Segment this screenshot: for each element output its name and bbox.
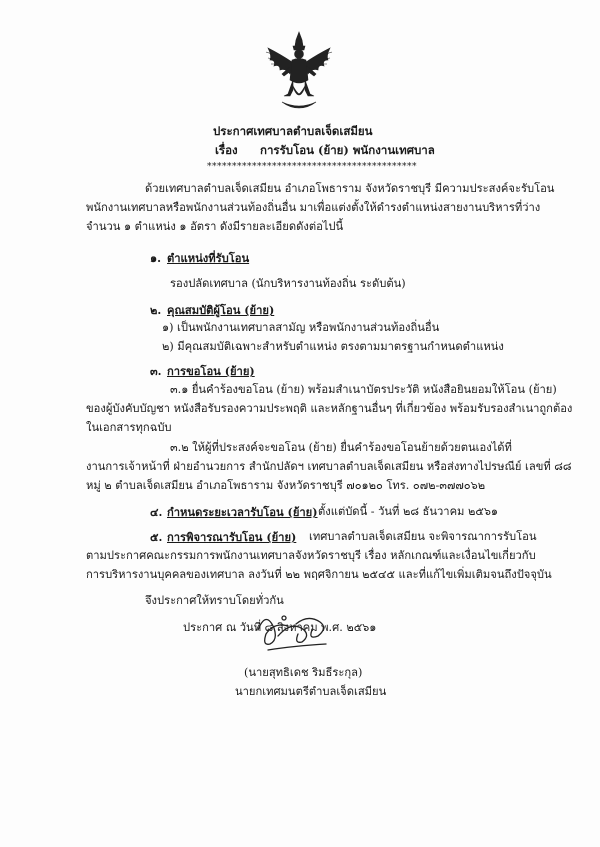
handwritten-signature-icon (248, 600, 338, 660)
intro-line-2: พนักงานเทศบาลหรือพนักงานส่วนท้องถิ่นอื่น มาเพื่อแต่งตั้งให้ดำรงตำแหน่งสายงานบริหารที่ว่าง (86, 201, 541, 214)
garuda-emblem-icon (262, 30, 336, 114)
signer-title: นายกเทศมนตรีตำบลเจ็ดเสมียน (235, 685, 387, 698)
section-3-2-line-2: งานการเจ้าหน้าที่ ฝ่ายอำนวยการ สำนักปลัดฯ เทศบาลตำบลเจ็ดเสมียน หรือส่งทางไปรษณีย์ เลขที่ ๘๘ (86, 460, 572, 473)
header-divider: ****************************************** (207, 162, 417, 172)
intro-line-3: จำนวน ๑ ตำแหน่ง ๑ อัตรา ดังมีรายละเอียดดังต่อไปนี้ (86, 220, 344, 233)
section-4-period: ตั้งแต่บัดนี้ - วันที่ ๒๘ ธันวาคม ๒๕๖๑ (318, 505, 499, 518)
section-3-2-line-1: ๓.๒ ให้ผู้ที่ประสงค์จะขอโอน (ย้าย) ยื่นคำร้องขอโอนย้ายด้วยตนเองได้ที่ (170, 441, 512, 454)
section-5-line-3: การบริหารงานบุคคลของเทศบาล ลงวันที่ ๒๒ พฤศจิกายน ๒๕๔๕ และที่แก้ไขเพิ่มเติมจนถึงปัจจุบัน (86, 568, 552, 581)
section-3-1-line-1: ๓.๑ ยื่นคำร้องขอโอน (ย้าย) พร้อมสำเนาบัตรประวัติ หนังสือยินยอมให้โอน (ย้าย) (170, 383, 557, 396)
section-5-line-2: ตามประกาศคณะกรรมการพนักงานเทศบาลจังหวัดราชบุรี เรื่อง หลักเกณฑ์และเงื่อนไขเกี่ยวกับ (86, 549, 536, 562)
section-4-number: ๔. (150, 505, 163, 519)
section-2-number: ๒. (150, 303, 162, 317)
section-2-item-1: ๑) เป็นพนักงานเทศบาลสามัญ หรือพนักงานส่วนท้องถิ่นอื่น (162, 321, 440, 334)
section-1-number: ๑. (150, 251, 161, 265)
subject-text: การรับโอน (ย้าย) พนักงานเทศบาล (260, 143, 435, 157)
section-4-heading: กำหนดระยะเวลารับโอน (ย้าย) (167, 505, 318, 519)
closing-announce: จึงประกาศให้ทราบโดยทั่วกัน (145, 594, 284, 607)
section-3-number: ๓. (150, 364, 162, 378)
section-3-1-line-2: ของผู้บังคับบัญชา หนังสือรับรองความประพฤติ และหลักฐานอื่นๆ ที่เกี่ยวข้อง พร้อมรับรองสำเนาถูกต้อง (86, 402, 573, 415)
subject-label: เรื่อง (215, 143, 238, 157)
announcement-title: ประกาศเทศบาลตำบลเจ็ดเสมียน (213, 124, 373, 138)
intro-line-1: ด้วยเทศบาลตำบลเจ็ดเสมียน อำเภอโพธาราม จังหวัดราชบุรี มีความประสงค์จะรับโอน (145, 182, 555, 195)
section-3-heading: การขอโอน (ย้าย) (167, 364, 255, 378)
section-3-1-line-3: ในเอกสารทุกฉบับ (86, 421, 172, 434)
section-2-item-2: ๒) มีคุณสมบัติเฉพาะสำหรับตำแหน่ง ตรงตามมาตรฐานกำหนดตำแหน่ง (162, 340, 504, 353)
section-1-heading: ตำแหน่งที่รับโอน (167, 251, 250, 265)
announcement-date: ประกาศ ณ วันที่ ๘ สิงหาคม พ.ศ. ๒๕๖๑ (183, 621, 377, 634)
section-5-line-1: เทศบาลตำบลเจ็ดเสมียน จะพิจารณาการรับโอน (309, 530, 537, 543)
signer-name: (นายสุทธิเดช ริมธีระกุล) (244, 666, 363, 679)
section-1-position: รองปลัดเทศบาล (นักบริหารงานท้องถิ่น ระดับต้น) (170, 277, 406, 290)
section-2-heading: คุณสมบัติผู้โอน (ย้าย) (167, 303, 275, 317)
section-3-2-line-3: หมู่ ๒ ตำบลเจ็ดเสมียน อำเภอโพธาราม จังหวัดราชบุรี ๗๐๑๒๐ โทร. ๐๗๒-๓๗๗๐๖๒ (86, 479, 486, 492)
section-5-number: ๕. (150, 530, 163, 544)
section-5-heading: การพิจารณารับโอน (ย้าย) (167, 530, 297, 544)
